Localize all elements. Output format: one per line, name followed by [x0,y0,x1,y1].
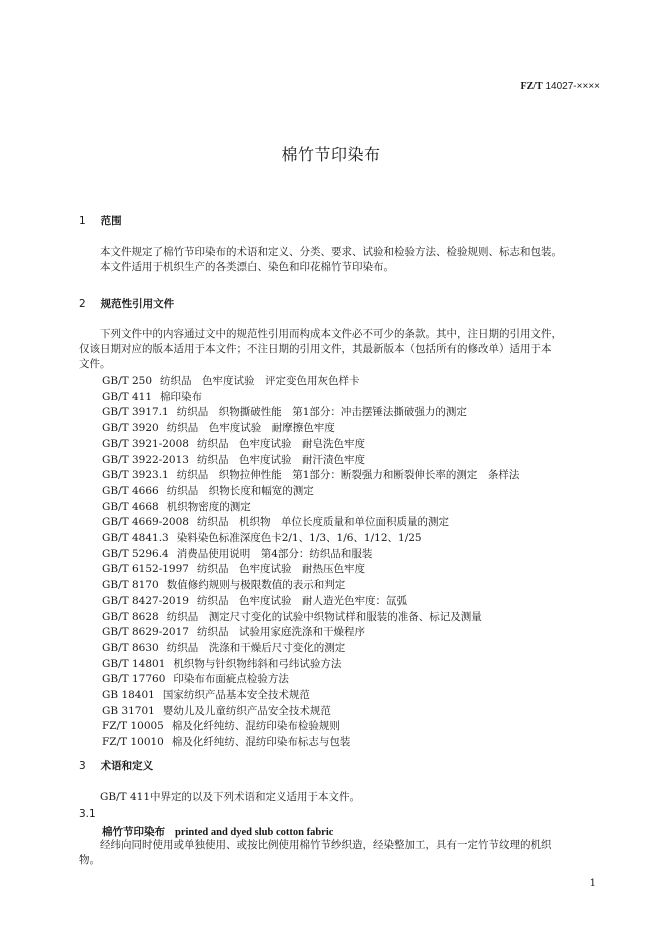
reference-title: 棉及化纤纯纺、混纺印染布检验规则 [171,720,340,733]
reference-code: GB/T 8170 [102,579,159,592]
reference-item [102,405,519,421]
reference-code: GB/T 4669-2008 [102,516,189,529]
reference-item [102,594,519,610]
reference-item [102,390,519,406]
reference-code: GB/T 8629-2017 [102,626,189,639]
reference-title: 印染布布面疵点检验方法 [173,673,289,686]
reference-title: 机织物密度的测定 [166,500,251,513]
reference-title: 纺织品 洗涤和干燥后尺寸变化的测定 [166,641,346,654]
reference-code: GB/T 5296.4 [102,547,169,560]
reference-item [102,578,519,594]
reference-title: 数值修约规则与极限数值的表示和判定 [166,579,346,592]
reference-code: GB/T 8427-2019 [102,594,189,607]
reference-title: 纺织品 色牢度试验 耐热压色牢度 [196,563,365,576]
reference-code: GB/T 4841.3 [102,532,169,545]
reference-title: 国家纺织产品基本安全技术规范 [162,689,310,702]
reference-code: GB/T 4668 [102,500,159,513]
references-intro-line: 仅该日期对应的版本适用于本文件；不注日期的引用文件，其最新版本（包括所有的修改单）适用于本 [79,343,552,355]
reference-title: 纺织品 色牢度试验 耐人造光色牢度：氙弧 [196,594,407,607]
reference-code: GB/T 3921-2008 [102,437,189,450]
section-scope-body [79,245,599,275]
term-english: printed and dyed slub cotton fabric [175,827,334,838]
reference-title: 纺织品 测定尺寸变化的试验中织物试样和服装的准备、标记及测量 [166,610,482,623]
reference-title: 纺织品 试验用家庭洗涤和干燥程序 [196,626,365,639]
section-references-heading [79,296,174,311]
reference-item [102,562,519,578]
reference-code: GB/T 14801 [102,657,166,670]
reference-code: GB/T 411 [102,390,153,403]
section-terms-intro [79,790,599,805]
document-title: 棉竹节印染布 [281,145,381,164]
section-scope-number: 1 [79,215,86,227]
reference-code: GB/T 17760 [102,673,166,686]
document-code [520,81,600,92]
reference-item [102,657,519,673]
reference-item [102,610,519,626]
reference-code: GB/T 250 [102,375,153,387]
reference-item [102,500,519,516]
document-code-prefix: FZ/T [520,81,543,92]
references-intro-line: 下列文件中的内容通过文中的规范性引用而构成本文件必不可少的条款。其中，注日期的引用文件， [100,328,562,340]
reference-title: 纺织品 色牢度试验 耐皂洗色牢度 [196,437,365,450]
reference-item [102,374,519,390]
reference-item [102,641,519,657]
reference-code: FZ/T 10005 [102,720,164,733]
section-references-intro [79,327,599,372]
reference-item [102,735,519,751]
reference-title: 纺织品 机织物 单位长度质量和单位面积质量的测定 [196,516,449,529]
reference-code: GB 31701 [102,704,155,717]
document-code-number: 14027-×××× [545,81,600,92]
section-scope-heading [79,213,122,228]
reference-item [102,672,519,688]
term-chinese: 棉竹节印染布 [102,826,165,838]
reference-item [102,468,519,484]
terms-intro-line: GB/T 411中界定的以及下列术语和定义适用于本文件。 [100,791,361,803]
reference-code: GB/T 3920 [102,422,159,435]
reference-item [102,688,519,704]
reference-item [102,421,519,437]
section-terms-heading [79,758,153,773]
reference-item [102,515,519,531]
term-entry-number: 3.1 [79,808,96,820]
reference-item [102,484,519,500]
reference-title: 机织物与针织物纬斜和弓纬试验方法 [173,657,342,670]
reference-item [102,547,519,563]
section-references-number: 2 [79,298,86,310]
scope-line: 本文件规定了棉竹节印染布的术语和定义、分类、要求、试验和检验方法、检验规则、标志和包装。 [100,246,562,258]
term-definition-line: 物。 [79,854,100,866]
reference-code: GB/T 8630 [102,641,159,654]
section-references-title: 规范性引用文件 [100,298,175,310]
reference-title: 棉及化纤纯纺、混纺印染布标志与包装 [171,736,351,749]
page-number: 1 [589,878,596,889]
reference-code: GB/T 6152-1997 [102,563,189,576]
reference-list [102,374,519,751]
reference-code: GB/T 3922-2013 [102,453,189,466]
reference-item [102,625,519,641]
reference-title: 纺织品 色牢度试验 耐摩擦色牢度 [166,422,335,435]
term-entry [102,824,333,839]
reference-code: GB/T 8628 [102,610,159,623]
reference-title: 棉印染布 [160,390,203,403]
reference-title: 染料染色标准深度色卡2/1、1/3、1/6、1/12、1/25 [176,532,422,545]
reference-title: 纺织品 织物长度和幅宽的测定 [166,484,314,497]
reference-item [102,531,519,547]
term-definition-line: 经纬向同时使用或单独使用、或按比例使用棉竹节纱织造，经染整加工，具有一定竹节纹理的机织 [100,839,552,851]
reference-code: FZ/T 10010 [102,736,164,749]
section-terms-title: 术语和定义 [100,760,154,772]
reference-code: GB 18401 [102,689,155,702]
reference-code: GB/T 3923.1 [102,469,169,482]
reference-item [102,453,519,469]
term-definition [79,838,599,868]
reference-item [102,437,519,453]
reference-title: 纺织品 色牢度试验 耐汗渍色牢度 [196,453,365,466]
reference-title: 消费品使用说明 第4部分：纺织品和服装 [176,547,373,560]
reference-title: 纺织品 织物拉伸性能 第1部分：断裂强力和断裂伸长率的测定 条样法 [176,469,520,482]
section-scope-title: 范围 [100,215,122,227]
reference-code: GB/T 3917.1 [102,406,169,419]
reference-item [102,704,519,720]
scope-line: 本文件适用于机织生产的各类漂白、染色和印花棉竹节印染布。 [100,261,394,273]
section-terms-number: 3 [79,760,86,772]
reference-code: GB/T 4666 [102,484,159,497]
reference-title: 纺织品 色牢度试验 评定变色用灰色样卡 [160,375,360,387]
reference-title: 纺织品 织物撕破性能 第1部分：冲击摆锤法撕破强力的测定 [176,406,467,419]
references-intro-line: 文件。 [79,358,111,370]
reference-item [102,719,519,735]
reference-title: 婴幼儿及儿童纺织产品安全技术规范 [162,704,331,717]
